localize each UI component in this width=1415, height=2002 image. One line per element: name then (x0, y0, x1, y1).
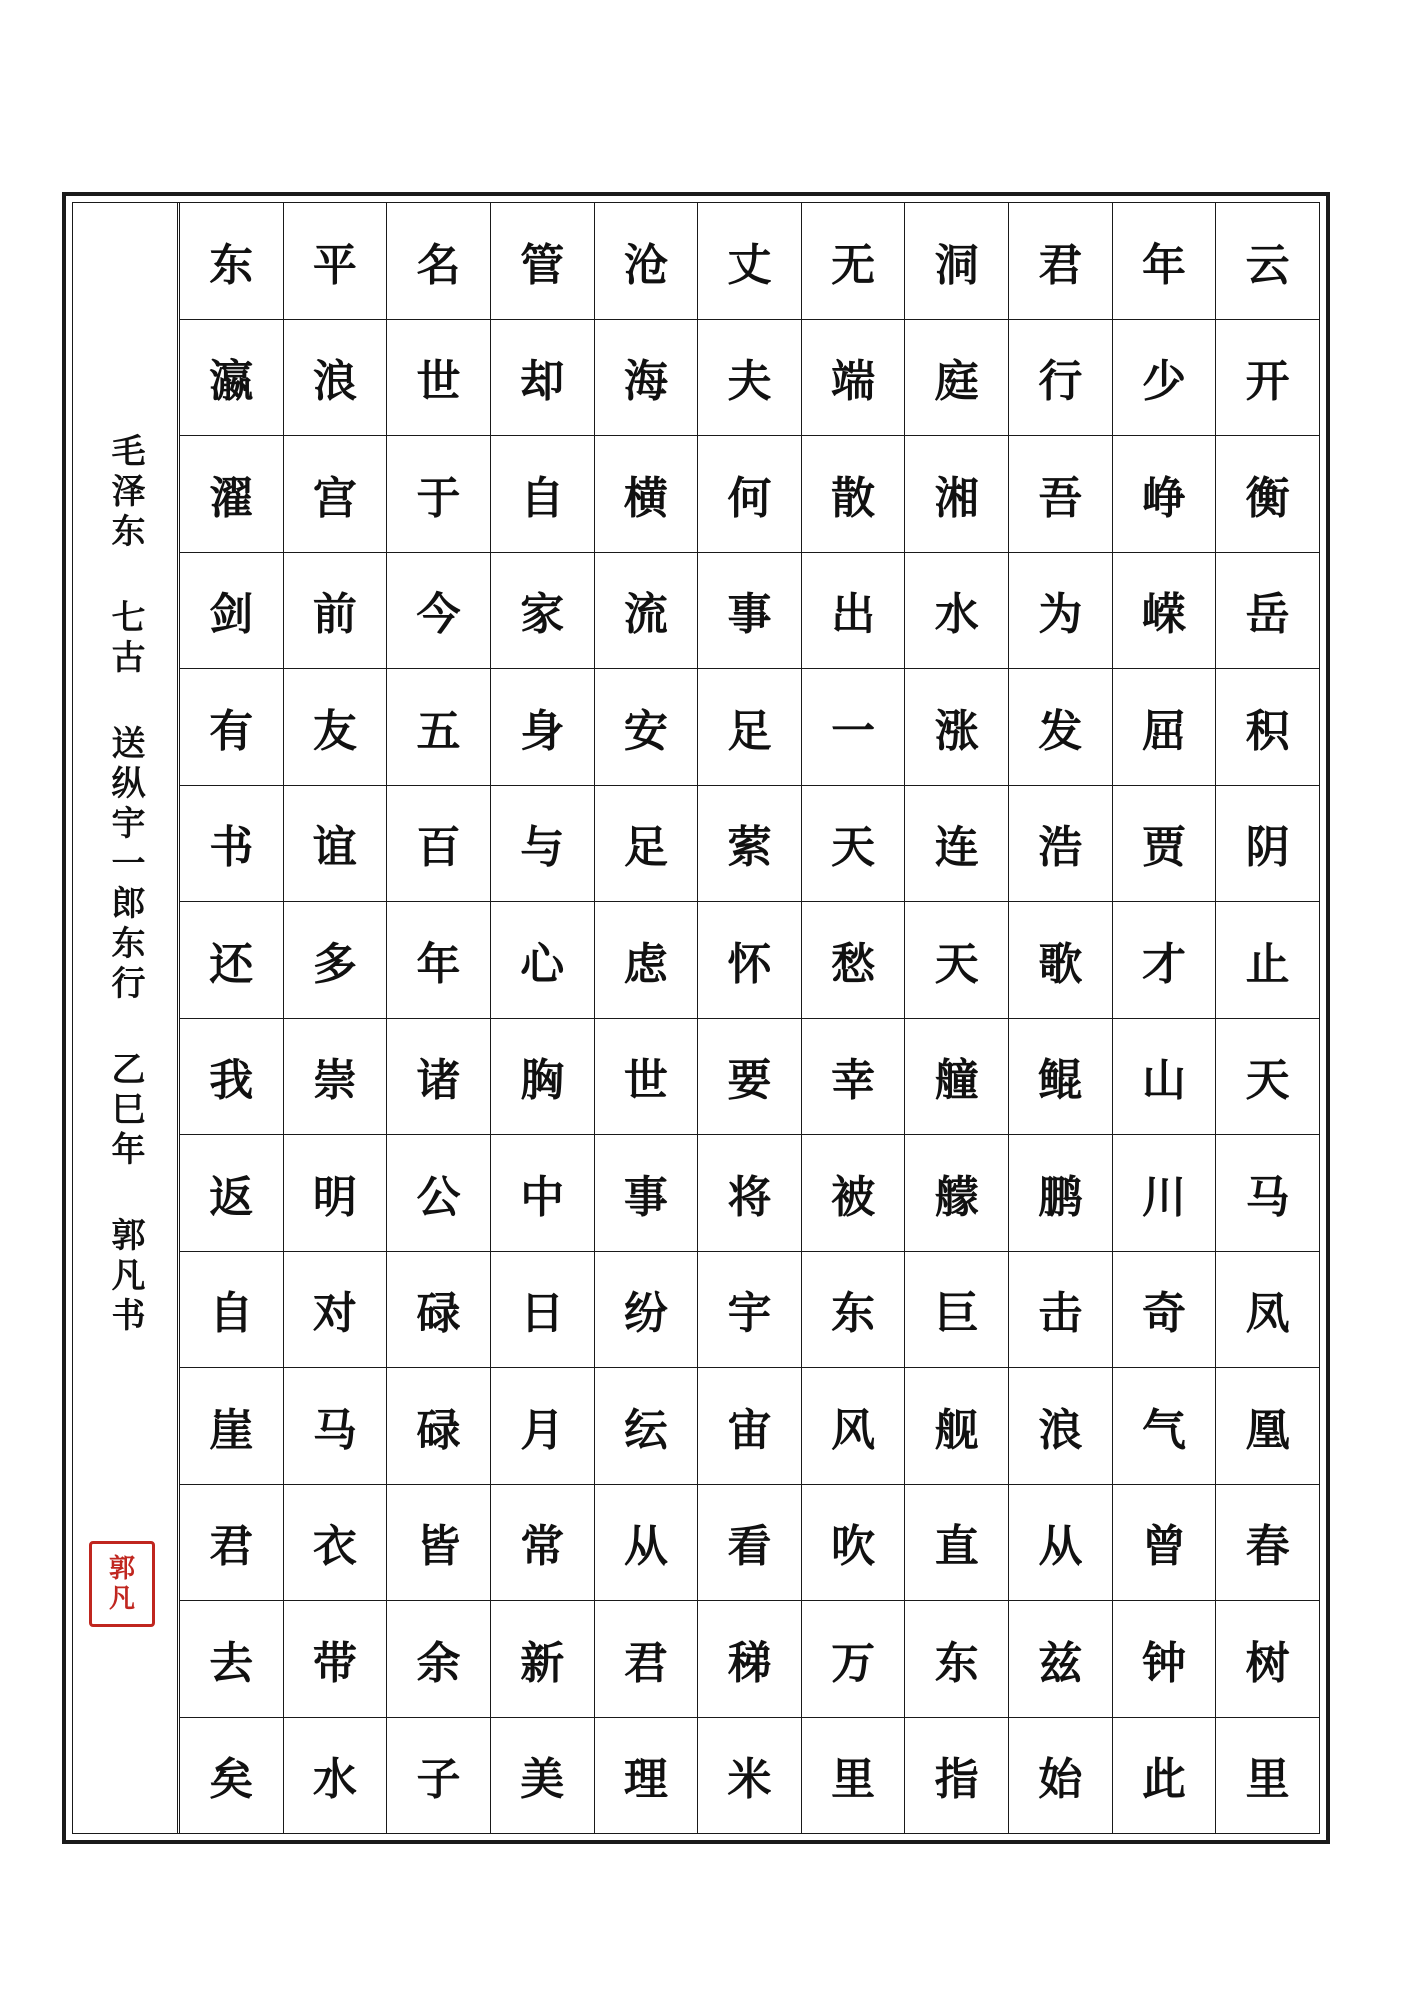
grid-cell: 诸 (387, 1019, 490, 1136)
grid-cell: 横 (595, 436, 698, 553)
grid-cell: 艟 (905, 1019, 1008, 1136)
grid-cell: 树 (1216, 1601, 1319, 1718)
grid-cell: 家 (491, 553, 594, 670)
grid-cell: 名 (387, 203, 490, 320)
grid-cell: 前 (284, 553, 387, 670)
grid-cell: 指 (934, 1754, 979, 1806)
grid-cell: 击 (1009, 1252, 1112, 1369)
grid-cell: 东 (802, 1252, 905, 1369)
grid-cell: 阴 (1216, 786, 1319, 903)
grid-cell: 鲲 (1009, 1019, 1112, 1136)
grid-cell: 兹 (1009, 1601, 1112, 1718)
grid-cell: 艨 (905, 1135, 1008, 1252)
grid-cell: 还 (180, 902, 283, 1019)
grid-cell: 云 (1216, 203, 1319, 320)
grid-cell: 于 (387, 436, 490, 553)
grid-cell: 自 (180, 1252, 283, 1369)
grid-cell: 浩 (1009, 786, 1112, 903)
grid-cell: 常 (491, 1485, 594, 1602)
grid-cell: 去 (180, 1601, 283, 1718)
grid-cell: 世 (595, 1019, 698, 1136)
grid-cell: 世 (387, 320, 490, 437)
grid-cell: 川 (1113, 1135, 1216, 1252)
red-seal-stamp (89, 1541, 155, 1627)
grid-cell: 公 (387, 1135, 490, 1252)
grid-cell: 明 (284, 1135, 387, 1252)
grid-cell: 东 (180, 203, 283, 320)
grid-cell: 年 (1113, 203, 1216, 320)
grid-cell: 月 (491, 1368, 594, 1485)
grid-cell: 虑 (595, 902, 698, 1019)
grid-cell: 端 (802, 320, 905, 437)
grid-cell: 纭 (595, 1368, 698, 1485)
grid-cell: 浪 (1009, 1368, 1112, 1485)
grid-cell: 事 (595, 1135, 698, 1252)
grid-column (594, 203, 698, 1833)
seal-inner (92, 1544, 152, 1624)
grid-cell: 崇 (284, 1019, 387, 1136)
grid-cell: 行 (1009, 320, 1112, 437)
grid-cell: 鹏 (1009, 1135, 1112, 1252)
grid-cell: 今 (387, 553, 490, 670)
grid-cell: 开 (1216, 320, 1319, 437)
grid-cell: 吾 (1009, 436, 1112, 553)
grid-cell: 带 (284, 1601, 387, 1718)
grid-cell: 夫 (698, 320, 801, 437)
grid-cell: 岳 (1216, 553, 1319, 670)
grid-cell: 剑 (180, 553, 283, 670)
grid-cell: 看 (698, 1485, 801, 1602)
grid-cell: 庭 (905, 320, 1008, 437)
grid-cell: 新 (491, 1601, 594, 1718)
grid-cell: 有 (180, 669, 283, 786)
grid-cell: 春 (1216, 1485, 1319, 1602)
grid-cell: 舰 (905, 1368, 1008, 1485)
grid-cell: 马 (1216, 1135, 1319, 1252)
grid-cell: 宫 (284, 436, 387, 553)
grid-cell: 沧 (595, 203, 698, 320)
grid-cell: 平 (284, 203, 387, 320)
grid-cell: 洞 (905, 203, 1008, 320)
grid-cell: 我 (180, 1019, 283, 1136)
grid-cell: 凤 (1216, 1252, 1319, 1369)
grid-column (179, 203, 283, 1833)
grid-cell: 被 (802, 1135, 905, 1252)
grid-cell: 五 (387, 669, 490, 786)
grid-cell: 水 (312, 1754, 357, 1806)
grid-cell: 要 (698, 1019, 801, 1136)
grid-cell: 返 (180, 1135, 283, 1252)
grid-column (1215, 203, 1319, 1833)
grid-cell: 余 (387, 1601, 490, 1718)
grid-cell: 愁 (802, 902, 905, 1019)
grid-cell: 山 (1113, 1019, 1216, 1136)
grid-cell: 濯 (180, 436, 283, 553)
grid-cell: 屈 (1113, 669, 1216, 786)
grid-cell: 丈 (698, 203, 801, 320)
grid-cell: 从 (1009, 1485, 1112, 1602)
grid-cell: 管 (491, 203, 594, 320)
grid-cell: 事 (698, 553, 801, 670)
sheet-inner-frame (72, 202, 1320, 1834)
grid-cell: 安 (595, 669, 698, 786)
character-grid (179, 203, 1319, 1833)
grid-cell: 峥 (1113, 436, 1216, 553)
grid-cell: 吹 (802, 1485, 905, 1602)
grid-cell: 米 (727, 1754, 772, 1806)
grid-cell: 凰 (1216, 1368, 1319, 1485)
grid-cell: 连 (905, 786, 1008, 903)
grid-cell: 浪 (284, 320, 387, 437)
grid-cell: 多 (284, 902, 387, 1019)
grid-cell: 日 (491, 1252, 594, 1369)
grid-cell: 书 (180, 786, 283, 903)
grid-cell: 止 (1216, 902, 1319, 1019)
grid-cell: 却 (491, 320, 594, 437)
grid-cell: 流 (595, 553, 698, 670)
grid-cell: 从 (595, 1485, 698, 1602)
grid-cell: 天 (905, 902, 1008, 1019)
grid-cell: 身 (491, 669, 594, 786)
grid-cell: 里 (831, 1754, 876, 1806)
grid-cell: 天 (1216, 1019, 1319, 1136)
grid-cell: 直 (905, 1485, 1008, 1602)
grid-cell: 纷 (595, 1252, 698, 1369)
grid-cell: 一 (802, 669, 905, 786)
grid-column (1112, 203, 1216, 1833)
grid-cell: 碌 (387, 1368, 490, 1485)
grid-cell: 万 (802, 1601, 905, 1718)
grid-cell: 幸 (802, 1019, 905, 1136)
grid-cell: 衣 (284, 1485, 387, 1602)
grid-cell: 理 (623, 1754, 668, 1806)
grid-column (283, 203, 387, 1833)
grid-cell: 奇 (1113, 1252, 1216, 1369)
grid-cell: 为 (1009, 553, 1112, 670)
grid-cell: 与 (491, 786, 594, 903)
signature-column (73, 203, 178, 1833)
grid-cell: 君 (180, 1485, 283, 1602)
grid-cell: 东 (905, 1601, 1008, 1718)
grid-cell: 君 (1009, 203, 1112, 320)
grid-cell: 始 (1038, 1754, 1083, 1806)
grid-cell: 宙 (698, 1368, 801, 1485)
grid-cell: 宇 (698, 1252, 801, 1369)
grid-column (1008, 203, 1112, 1833)
grid-cell: 年 (387, 902, 490, 1019)
grid-cell: 心 (491, 902, 594, 1019)
grid-cell: 巨 (905, 1252, 1008, 1369)
grid-cell: 稊 (698, 1601, 801, 1718)
seal-char: 凡 (108, 1584, 135, 1614)
grid-cell: 怀 (698, 902, 801, 1019)
grid-cell: 萦 (698, 786, 801, 903)
grid-cell: 足 (698, 669, 801, 786)
grid-cell: 崖 (180, 1368, 283, 1485)
grid-cell: 少 (1113, 320, 1216, 437)
signature-text: 毛泽东 七古 送纵宇一郎东行 乙巳年 郭凡书 (105, 433, 145, 1337)
grid-cell: 积 (1216, 669, 1319, 786)
grid-cell: 自 (491, 436, 594, 553)
grid-cell: 风 (802, 1368, 905, 1485)
grid-cell: 对 (284, 1252, 387, 1369)
grid-cell: 曾 (1113, 1485, 1216, 1602)
grid-cell: 里 (1245, 1754, 1290, 1806)
seal-char: 郭 (108, 1554, 135, 1584)
grid-cell: 瀛 (180, 320, 283, 437)
grid-cell: 此 (1142, 1754, 1187, 1806)
grid-cell: 水 (905, 553, 1008, 670)
grid-cell: 出 (802, 553, 905, 670)
grid-cell: 无 (802, 203, 905, 320)
grid-column (697, 203, 801, 1833)
grid-cell: 矣 (209, 1754, 254, 1806)
grid-cell: 贾 (1113, 786, 1216, 903)
grid-cell: 中 (491, 1135, 594, 1252)
grid-cell: 才 (1113, 902, 1216, 1019)
grid-cell: 足 (595, 786, 698, 903)
grid-cell: 发 (1009, 669, 1112, 786)
grid-cell: 子 (416, 1754, 461, 1806)
grid-cell: 何 (698, 436, 801, 553)
grid-cell: 海 (595, 320, 698, 437)
grid-cell: 胸 (491, 1019, 594, 1136)
grid-cell: 嵘 (1113, 553, 1216, 670)
grid-cell: 皆 (387, 1485, 490, 1602)
grid-cell: 百 (387, 786, 490, 903)
grid-cell: 将 (698, 1135, 801, 1252)
grid-cell: 涨 (905, 669, 1008, 786)
grid-cell: 衡 (1216, 436, 1319, 553)
grid-cell: 谊 (284, 786, 387, 903)
grid-column (490, 203, 594, 1833)
grid-cell: 歌 (1009, 902, 1112, 1019)
grid-cell: 钟 (1113, 1601, 1216, 1718)
grid-cell: 湘 (905, 436, 1008, 553)
grid-column (904, 203, 1008, 1833)
calligraphy-sheet (62, 192, 1330, 1844)
grid-cell: 君 (595, 1601, 698, 1718)
grid-cell: 气 (1113, 1368, 1216, 1485)
grid-cell: 天 (802, 786, 905, 903)
grid-column (801, 203, 905, 1833)
grid-cell: 美 (520, 1754, 565, 1806)
grid-column (386, 203, 490, 1833)
grid-cell: 马 (284, 1368, 387, 1485)
grid-cell: 友 (284, 669, 387, 786)
grid-cell: 散 (802, 436, 905, 553)
grid-cell: 碌 (387, 1252, 490, 1369)
